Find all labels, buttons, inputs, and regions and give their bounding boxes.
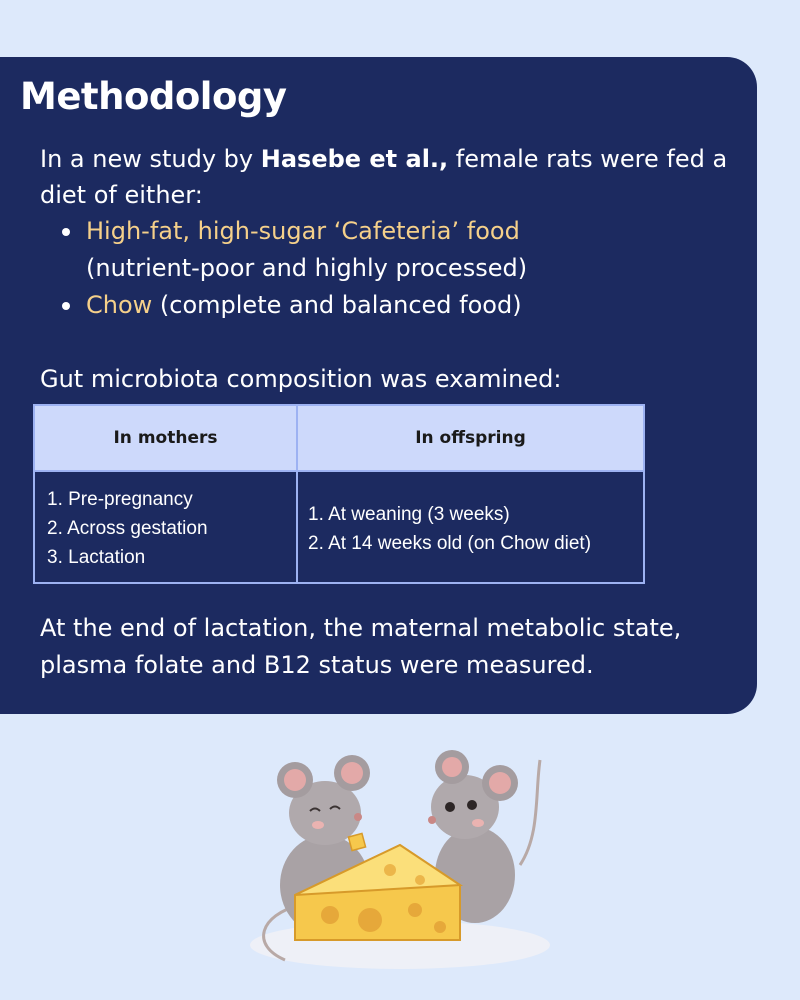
diet-desc: (complete and balanced food)	[152, 291, 522, 319]
intro-post: female rats were fed a diet of either:	[40, 145, 728, 209]
table-header-offspring: In offspring	[415, 428, 526, 448]
section-title: Methodology	[20, 75, 287, 118]
intro-pre: In a new study by	[40, 145, 261, 173]
gut-microbiota-heading: Gut microbiota composition was examined:	[40, 365, 562, 393]
mice-with-cheese-illustration	[240, 735, 560, 975]
diet-item-cafeteria	[62, 213, 742, 287]
diet-list	[62, 213, 742, 324]
closing-text: At the end of lactation, the maternal metabolic state, plasma folate and B12 status were measured.	[40, 614, 682, 679]
list-item: 1. Pre-pregnancy	[47, 489, 193, 510]
mothers-cell	[47, 485, 208, 572]
offspring-cell	[308, 500, 591, 558]
diet-name: Chow	[86, 291, 153, 319]
diet-item-chow	[62, 287, 742, 324]
diet-name: High-fat, high-sugar ‘Cafeteria’ food	[86, 217, 520, 245]
author-name: Hasebe et al.,	[260, 145, 449, 173]
diet-desc: (nutrient-poor and highly processed)	[86, 254, 528, 282]
list-item: 2. Across gestation	[47, 518, 208, 539]
methodology-panel	[0, 57, 757, 714]
table-header-mothers: In mothers	[113, 428, 218, 448]
microbiota-table	[33, 404, 645, 584]
list-item: 1. At weaning (3 weeks)	[308, 504, 510, 525]
list-item: 3. Lactation	[47, 547, 146, 568]
intro-text	[40, 141, 740, 213]
list-item: 2. At 14 weeks old (on Chow diet)	[308, 533, 592, 554]
